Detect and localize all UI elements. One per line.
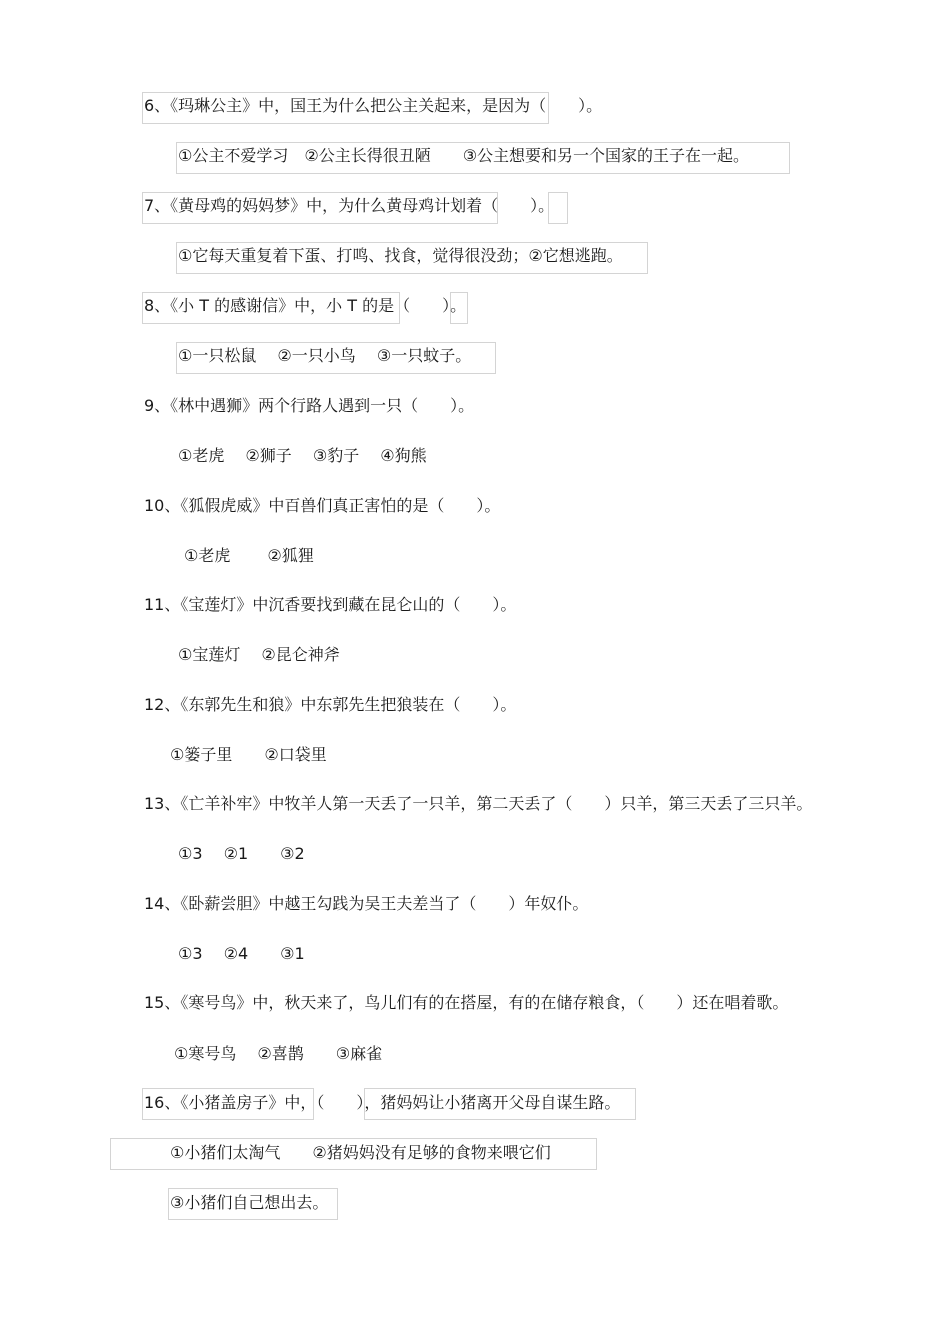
answer-options: ③小猪们自己想出去。 xyxy=(170,1193,329,1212)
question-text: 7、《黄母鸡的妈妈梦》中，为什么黄母鸡计划着（ ）。 xyxy=(144,196,555,215)
question-text: 15、《寒号鸟》中，秋天来了，鸟儿们有的在搭屋，有的在储存粮食，（ ）还在唱着歌。 xyxy=(144,993,789,1012)
answer-options: ①老虎 ②狮子 ③豹子 ④狗熊 xyxy=(178,446,427,465)
question-text: 8、《小 T 的感谢信》中，小 T 的是（ ）。 xyxy=(144,296,467,315)
answer-options: ①它每天重复着下蛋、打鸣、找食，觉得很没劲；②它想逃跑。 xyxy=(178,246,623,265)
answer-options: ①宝莲灯 ②昆仑神斧 xyxy=(178,645,340,664)
answer-options: ①篓子里 ②口袋里 xyxy=(170,745,327,764)
answer-options: ①3 ②4 ③1 xyxy=(178,944,305,963)
question-text: 14、《卧薪尝胆》中越王勾践为吴王夫差当了（ ）年奴仆。 xyxy=(144,894,589,913)
question-text: 9、《林中遇狮》两个行路人遇到一只（ ）。 xyxy=(144,396,475,415)
answer-options: ①小猪们太淘气 ②猪妈妈没有足够的食物来喂它们 xyxy=(170,1143,551,1162)
answer-options: ①3 ②1 ③2 xyxy=(178,844,305,863)
question-text: 16、《小猪盖房子》中，（ ），猪妈妈让小猪离开父母自谋生路。 xyxy=(144,1093,621,1112)
answer-options: ①一只松鼠 ②一只小鸟 ③一只蚊子。 xyxy=(178,346,472,365)
answer-options: ①老虎 ②狐狸 xyxy=(184,546,314,565)
question-text: 11、《宝莲灯》中沉香要找到藏在昆仑山的（ ）。 xyxy=(144,595,517,614)
question-text: 12、《东郭先生和狼》中东郭先生把狼装在（ ）。 xyxy=(144,695,517,714)
question-text: 13、《亡羊补牢》中牧羊人第一天丢了一只羊，第二天丢了（ ）只羊，第三天丢了三只羊。 xyxy=(144,794,813,813)
answer-options: ①公主不爱学习 ②公主长得很丑陋 ③公主想要和另一个国家的王子在一起。 xyxy=(178,146,750,165)
answer-options: ①寒号鸟 ②喜鹊 ③麻雀 xyxy=(174,1044,383,1063)
question-text: 6、《玛琳公主》中，国王为什么把公主关起来，是因为（ ）。 xyxy=(144,96,603,115)
question-text: 10、《狐假虎威》中百兽们真正害怕的是（ ）。 xyxy=(144,496,501,515)
